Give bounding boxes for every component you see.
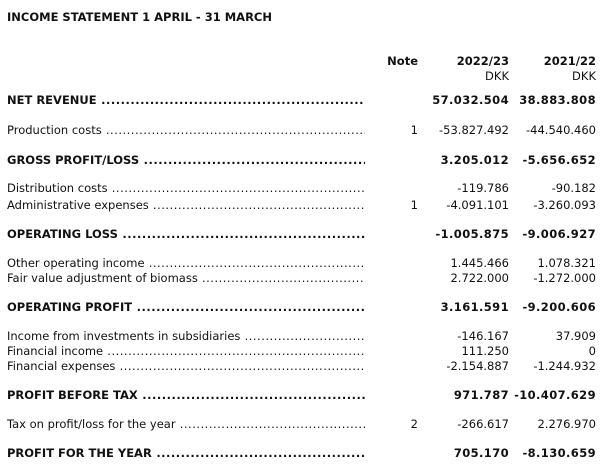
row-label: OPERATING LOSS .....: [7, 226, 365, 242]
row-profit-for-the-year: [0, 445, 603, 461]
row-value-2022-23: 1.445.466: [450, 256, 509, 270]
row-production-costs: [0, 122, 603, 138]
row-value-2022-23: -119.786: [457, 181, 509, 195]
row-value-2022-23: 705.170: [453, 446, 509, 460]
row-value-2022-23: -53.827.492: [439, 123, 509, 137]
row-value-2021-22: -1.272.000: [533, 271, 596, 285]
row-label: Distribution costs .....: [7, 180, 365, 196]
row-label: GROSS PROFIT/LOSS .....: [7, 152, 365, 168]
row-value-2022-23: -1.005.875: [435, 227, 509, 241]
row-label: PROFIT BEFORE TAX .....: [7, 387, 365, 403]
row-label: Tax on profit/loss for the year .....: [7, 416, 365, 432]
row-financial-income: [0, 343, 603, 359]
row-label: Financial expenses .....: [7, 358, 365, 374]
row-administrative-expenses: [0, 197, 603, 213]
column-header-2021-22: [510, 54, 596, 84]
row-value-2022-23: 111.250: [461, 344, 509, 358]
column-unit: DKK: [572, 69, 596, 83]
row-value-2021-22: 38.883.808: [519, 93, 596, 107]
row-value-2022-23: 3.205.012: [440, 153, 509, 167]
row-value-2021-22: -9.006.927: [522, 227, 596, 241]
row-fair-value-adjustment-biomass: [0, 270, 603, 286]
page-title: INCOME STATEMENT 1 APRIL - 31 MARCH: [7, 10, 272, 24]
row-operating-loss: [0, 226, 603, 242]
row-value-2021-22: 1.078.321: [537, 256, 596, 270]
row-income-from-subsidiaries: [0, 328, 603, 344]
row-label: Fair value adjustment of biomass .....: [7, 270, 365, 286]
row-value-2021-22: -8.130.659: [522, 446, 596, 460]
row-distribution-costs: [0, 180, 603, 196]
row-value-2021-22: -1.244.932: [533, 359, 596, 373]
row-value-2022-23: 971.787: [453, 388, 509, 402]
row-label: PROFIT FOR THE YEAR .....: [7, 445, 365, 461]
row-value-2021-22: -10.407.629: [514, 388, 596, 402]
row-label: Financial income .....: [7, 343, 365, 359]
row-operating-profit: [0, 299, 603, 315]
row-value-2022-23: -2.154.887: [446, 359, 509, 373]
row-note: 1: [410, 198, 418, 212]
row-label: Administrative expenses .....: [7, 197, 365, 213]
row-value-2021-22: -3.260.093: [533, 198, 596, 212]
row-label: Production costs .....: [7, 122, 365, 138]
row-value-2021-22: 37.909: [555, 329, 596, 343]
row-other-operating-income: [0, 255, 603, 271]
row-note: 1: [410, 123, 418, 137]
column-header-2022-23: [420, 54, 509, 84]
row-value-2021-22: -9.200.606: [522, 300, 596, 314]
row-label: NET REVENUE .....: [7, 92, 365, 108]
note-column-header: Note: [387, 54, 418, 68]
column-unit: DKK: [485, 69, 509, 83]
row-label: Income from investments in subsidiaries .....: [7, 328, 365, 344]
row-label: Other operating income .....: [7, 255, 365, 271]
column-year: 2021/22: [543, 54, 596, 68]
row-value-2021-22: -90.182: [551, 181, 596, 195]
row-label: OPERATING PROFIT .....: [7, 299, 365, 315]
row-value-2022-23: 57.032.504: [432, 93, 509, 107]
row-gross-profit-loss: [0, 152, 603, 168]
row-note: 2: [410, 417, 418, 431]
row-value-2021-22: 2.276.970: [537, 417, 596, 431]
row-tax-on-profit: [0, 416, 603, 432]
row-net-revenue: [0, 92, 603, 108]
row-value-2022-23: -266.617: [457, 417, 509, 431]
row-value-2022-23: -4.091.101: [446, 198, 509, 212]
row-value-2021-22: -5.656.652: [522, 153, 596, 167]
row-value-2021-22: -44.540.460: [526, 123, 596, 137]
row-value-2021-22: 0: [588, 344, 596, 358]
row-financial-expenses: [0, 358, 603, 374]
row-value-2022-23: 2.722.000: [450, 271, 509, 285]
column-year: 2022/23: [456, 54, 509, 68]
row-value-2022-23: 3.161.591: [440, 300, 509, 314]
row-profit-before-tax: [0, 387, 603, 403]
row-value-2022-23: -146.167: [457, 329, 509, 343]
